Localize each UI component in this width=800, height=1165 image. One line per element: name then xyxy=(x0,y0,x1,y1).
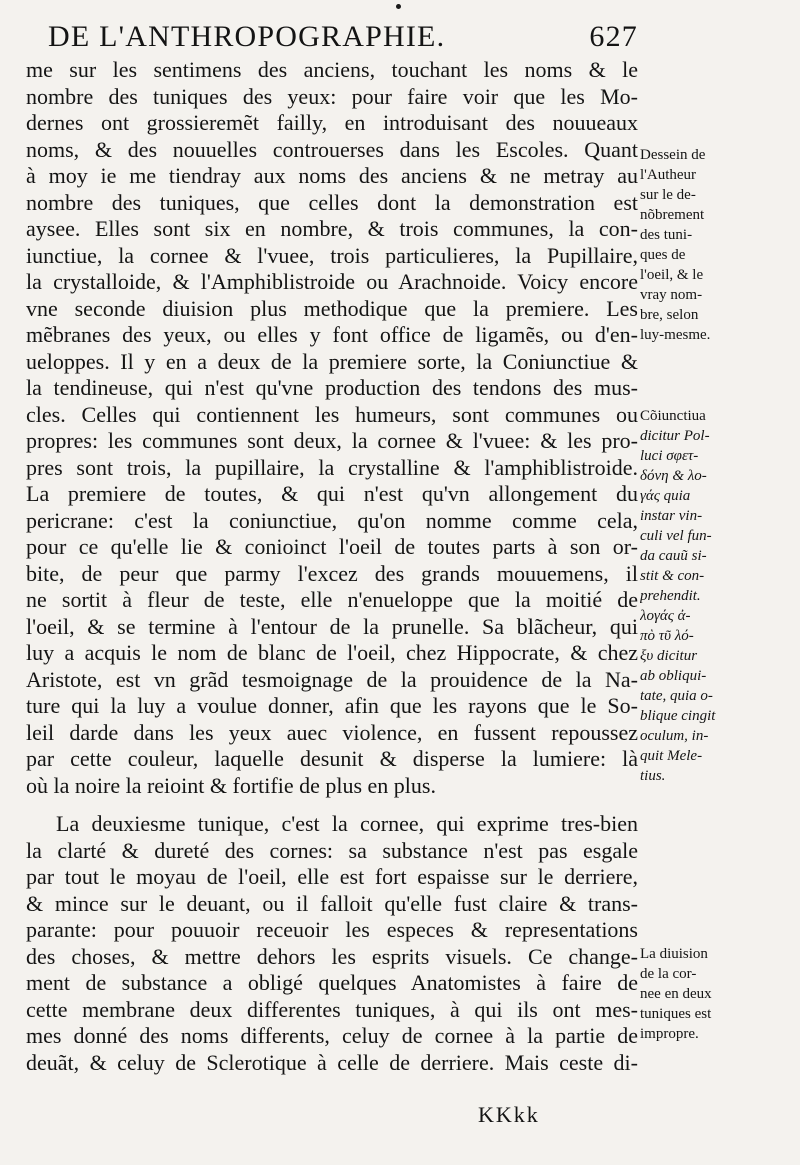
margin-line: δόνη & λο- xyxy=(640,468,707,484)
text-line: nombre des tuniques des yeux: pour faire voir que les Mo- xyxy=(26,83,638,109)
margin-line: γάς quia xyxy=(640,488,691,504)
text-line: nombre des tuniques, que celles dont la demonstration est xyxy=(26,189,638,215)
margin-line: prehendit. xyxy=(640,588,701,604)
text-line: ture qui la luy a voulue donner, afin que les rayons que le So- xyxy=(26,693,638,718)
margin-line: tuniques est xyxy=(640,1006,712,1022)
text-line: La premiere de toutes, & qui n'est qu'vn allongement du xyxy=(26,481,638,506)
text-line: ment de substance a obligé quelques Anatomistes à faire de xyxy=(26,970,638,995)
running-title: DE L'ANTHROPOGRAPHIE. xyxy=(48,20,446,53)
text-line: bite, de peur que parmy l'excez des grands mouuemens, il xyxy=(26,560,638,586)
margin-line: nee en deux xyxy=(640,986,712,1002)
text-line: propres: les communes sont deux, la cornee & l'vuee: & les pro- xyxy=(26,428,638,453)
margin-line: nõbrement xyxy=(640,207,705,223)
text-line: mẽbranes des yeux, ou elles y font office de ligamẽs, ou d'en- xyxy=(26,322,638,347)
text-line: luy a acquis le nom de blanc de l'oeil, chez Hippocrate, & chez xyxy=(26,640,638,665)
signature-mark: KKkk xyxy=(478,1102,540,1127)
text-line: deuãt, & celuy de Sclerotique à celle de derriere. Mais ceste di- xyxy=(26,1049,638,1075)
margin-line: oculum, in- xyxy=(640,728,709,744)
margin-line: da cauũ si- xyxy=(640,548,707,564)
text-line: pres sont trois, la pupillaire, la crystalline & l'amphiblistroide. xyxy=(26,454,638,480)
margin-note-division xyxy=(640,944,772,1044)
text-line: l'oeil, & se termine à l'entour de la prunelle. Sa blãcheur, qui xyxy=(26,613,638,639)
text-line: à moy ie me tiendray aux noms des anciens & ne metray au xyxy=(26,163,638,188)
margin-line: bre, selon xyxy=(640,307,699,323)
text-line: ne sortit à fleur de teste, elle n'enueloppe que la moitié de xyxy=(26,587,638,612)
margin-line: ques de xyxy=(640,247,686,263)
text-line: vne seconde diuision plus methodique que la premiere. Les xyxy=(26,295,638,321)
text-line: & mince sur le deuant, ou il falloit qu'elle fust claire & trans- xyxy=(26,890,638,916)
margin-line: quit Mele- xyxy=(640,748,703,764)
text-line: la crystalloide, & l'Amphiblistroide ou Arachnoide. Voicy encore xyxy=(26,269,638,294)
margin-line: La diuision xyxy=(640,946,708,962)
text-line: des choses, & mettre dehors les esprits visuels. Ce change- xyxy=(26,943,638,969)
text-line: dernes ont grossieremẽt failly, en introduisant des nouueaux xyxy=(26,110,638,135)
page-number: 627 xyxy=(589,20,638,53)
text-line: pour ce qu'elle lie & conioinct l'oeil de toutes parts à son or- xyxy=(26,534,638,559)
text-line: ueloppes. Il y en a deux de la premiere sorte, la Coniunctiue & xyxy=(26,348,638,374)
text-line: Aristote, est vn grãd tesmoignage de la prouidence de la Na- xyxy=(26,666,638,692)
margin-note-coniunctiua xyxy=(640,406,772,786)
text-line: aysee. Elles sont six en nombre, & trois communes, la con- xyxy=(26,216,638,241)
text-line: par tout le moyau de l'oeil, elle est fort espaisse sur le derriere, xyxy=(26,864,638,889)
margin-line: tate, quia o- xyxy=(640,688,713,704)
margin-line: l'Autheur xyxy=(640,167,697,183)
text-line: cette membrane deux differentes tuniques, à qui ils ont mes- xyxy=(26,996,638,1022)
margin-line: dicitur Pol- xyxy=(640,428,710,444)
margin-line: luci σφετ- xyxy=(640,448,699,464)
margin-line: λογάς ἀ- xyxy=(640,608,691,624)
margin-line: de la cor- xyxy=(640,966,697,982)
margin-line: vray nom- xyxy=(640,287,703,303)
margin-note-design xyxy=(640,145,772,345)
text-line: iunctiue, la cornee & l'vuee, trois particulieres, la Pupillaire, xyxy=(26,242,638,268)
text-line: la clarté & dureté des cornes: sa substance n'est pas esgale xyxy=(26,837,638,863)
margin-line: blique cingit xyxy=(640,708,716,724)
text-line: mes donné des noms differents, celuy de cornee à la partie de xyxy=(26,1023,638,1048)
text-line: la tendineuse, qui n'est qu'vne production des tendons des mus- xyxy=(26,375,638,400)
margin-line: instar vin- xyxy=(640,508,703,524)
margin-line: l'oeil, & le xyxy=(640,267,704,283)
text-line: cles. Celles qui contiennent les humeurs, sont communes ou xyxy=(26,401,638,427)
text-line: par cette couleur, laquelle desunit & disperse la lumiere: là xyxy=(26,746,638,771)
main-text xyxy=(26,57,638,1076)
margin-line: culi vel fun- xyxy=(640,528,712,544)
margin-line: des tuni- xyxy=(640,227,693,243)
margin-line: Cõiunctiua xyxy=(640,408,706,424)
margin-line: ab obliqui- xyxy=(640,668,707,684)
running-header xyxy=(48,20,638,54)
margin-line: πὸ τῦ λό- xyxy=(640,628,694,644)
text-line: me sur les sentimens des anciens, touchant les noms & le xyxy=(26,57,638,82)
margin-line: luy-mesme. xyxy=(640,327,711,343)
text-line: noms, & des nouuelles controuerses dans les Escoles. Quant xyxy=(26,136,638,162)
margin-line: stit & con- xyxy=(640,568,705,584)
text-line: où la noire la reioint & fortifie de plus en plus. xyxy=(26,772,436,798)
text-line: leil darde dans les yeux auec violence, en fussent repoussez xyxy=(26,719,638,745)
margin-line: impropre. xyxy=(640,1026,699,1042)
margin-line: ξυ dicitur xyxy=(640,648,698,664)
margin-line: sur le de- xyxy=(640,187,696,203)
margin-line: Dessein de xyxy=(640,147,706,163)
text-line: pericrane: c'est la coniunctiue, qu'on nomme comme cela, xyxy=(26,507,638,533)
text-line: parante: pour pouuoir receuoir les especes & representations xyxy=(26,917,638,942)
ink-dot xyxy=(396,4,401,9)
text-line: La deuxiesme tunique, c'est la cornee, qui exprime tres-bien xyxy=(56,811,638,836)
margin-line: tius. xyxy=(640,768,666,784)
